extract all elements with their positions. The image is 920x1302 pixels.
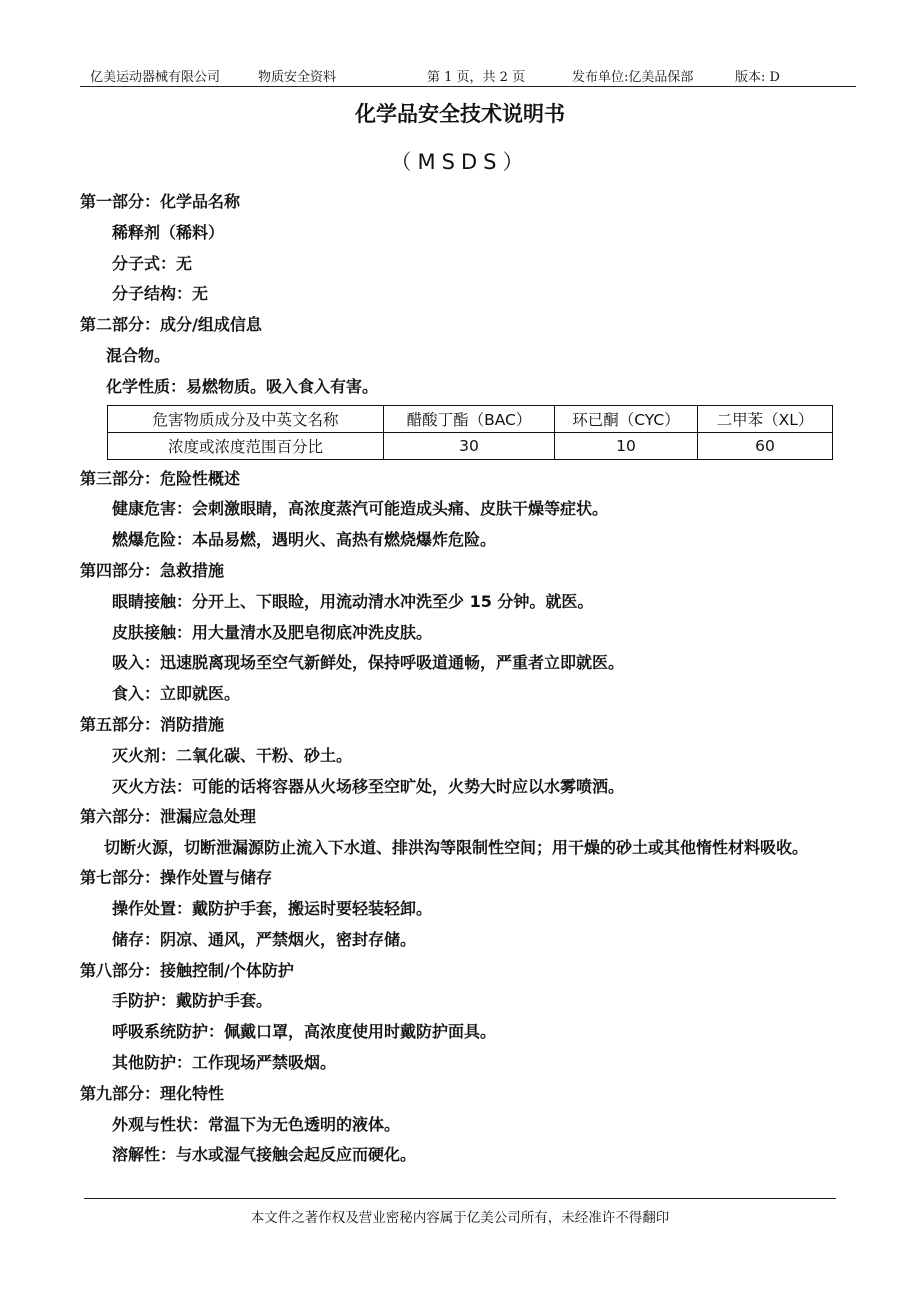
skin-contact: 皮肤接触：用大量清水及肥皂彻底冲洗皮肤。 — [112, 622, 433, 642]
section-1-heading: 第一部分：化学品名称 — [80, 192, 241, 211]
fire-hazard: 燃爆危险：本品易燃，遇明火、高热有燃烧爆炸危险。 — [112, 530, 497, 550]
table-cell: 危害物质成分及中英文名称 — [108, 405, 384, 432]
appearance: 外观与性状：常温下为无色透明的液体。 — [112, 1114, 401, 1134]
table-cell: 浓度或浓度范围百分比 — [108, 432, 384, 459]
molecular-formula: 分子式：无 — [112, 253, 193, 273]
table-cell: 醋酸丁酯（BAC） — [384, 405, 555, 432]
extinguishing-agent: 灭火剂：二氧化碳、干粉、砂土。 — [112, 745, 353, 765]
hand-protection: 手防护：戴防护手套。 — [112, 991, 273, 1011]
mixture-note: 混合物。 — [106, 345, 171, 365]
footer-divider — [84, 1198, 836, 1199]
solubility: 溶解性：与水或湿气接触会起反应而硬化。 — [112, 1145, 417, 1165]
chemical-name: 稀释剂（稀料） — [112, 222, 225, 242]
chemical-properties-label: 化学性质： — [106, 376, 187, 396]
inhalation: 吸入：迅速脱离现场至空气新鲜处，保持呼吸道通畅，严重者立即就医。 — [112, 653, 625, 673]
eye-contact: 眼睛接触：分开上、下眼睑，用流动清水冲洗至少 15 分钟。就医。 — [112, 591, 594, 611]
storage: 储存：阴凉、通风，严禁烟火，密封存储。 — [112, 929, 417, 949]
chemical-properties-text: 易燃物质。吸入食入有害。 — [186, 376, 379, 396]
page-footer: 本文件之著作权及营业密秘内容属于亿美公司所有，未经准许不得翻印 — [250, 1210, 670, 1226]
section-4-heading: 第四部分：急救措施 — [80, 560, 225, 580]
composition-table — [107, 405, 833, 460]
header-version: 版本: D — [735, 70, 780, 85]
section-5-heading: 第五部分：消防措施 — [80, 714, 225, 734]
spill-response-text: 切断火源，切断泄漏源防止流入下水道、排洪沟等限制性空间；用干燥的砂土或其他惰性材料吸收。 — [104, 838, 809, 858]
section-2-heading: 第二部分：成分/组成信息 — [80, 315, 262, 335]
header-doc-type: 物质安全资料 — [258, 70, 337, 85]
section-8-heading: 第八部分：接触控制/个体防护 — [80, 960, 294, 980]
other-protection: 其他防护：工作现场严禁吸烟。 — [112, 1052, 337, 1072]
table-row — [108, 405, 833, 432]
table-row — [108, 432, 833, 459]
table-cell: 60 — [698, 432, 833, 459]
molecular-structure: 分子结构：无 — [112, 284, 209, 304]
table-cell: 二甲苯（XL） — [698, 405, 833, 432]
table-cell: 10 — [555, 432, 698, 459]
document-title: 化学品安全技术说明书 — [355, 102, 565, 126]
respiratory-protection: 呼吸系统防护：佩戴口罩，高浓度使用时戴防护面具。 — [112, 1022, 497, 1042]
section-9-heading: 第九部分：理化特性 — [80, 1083, 225, 1103]
section-3-heading: 第三部分：危险性概述 — [80, 468, 241, 488]
ingestion: 食入：立即就医。 — [112, 684, 241, 704]
table-cell: 环已酮（CYC） — [555, 405, 698, 432]
health-hazard: 健康危害：会刺激眼睛，高浓度蒸汽可能造成头痛、皮肤干燥等症状。 — [112, 499, 609, 519]
chemical-properties — [80, 372, 870, 403]
section-7-heading: 第七部分：操作处置与储存 — [80, 868, 273, 888]
header-company: 亿美运动器械有限公司 — [90, 70, 221, 85]
extinguishing-method: 灭火方法：可能的话将容器从火场移至空旷处，火势大时应以水雾喷洒。 — [112, 776, 625, 796]
header-page-count: 第 1 页，共 2 页 — [427, 70, 526, 85]
handling: 操作处置：戴防护手套，搬运时要轻装轻卸。 — [112, 898, 433, 918]
section-6-heading: 第六部分：泄漏应急处理 — [80, 807, 257, 827]
header-publisher: 发布单位:亿美品保部 — [572, 70, 694, 85]
document-body — [80, 187, 870, 1171]
page-header — [80, 64, 856, 87]
table-cell: 30 — [384, 432, 555, 459]
document-subtitle: （MSDS） — [390, 150, 530, 174]
